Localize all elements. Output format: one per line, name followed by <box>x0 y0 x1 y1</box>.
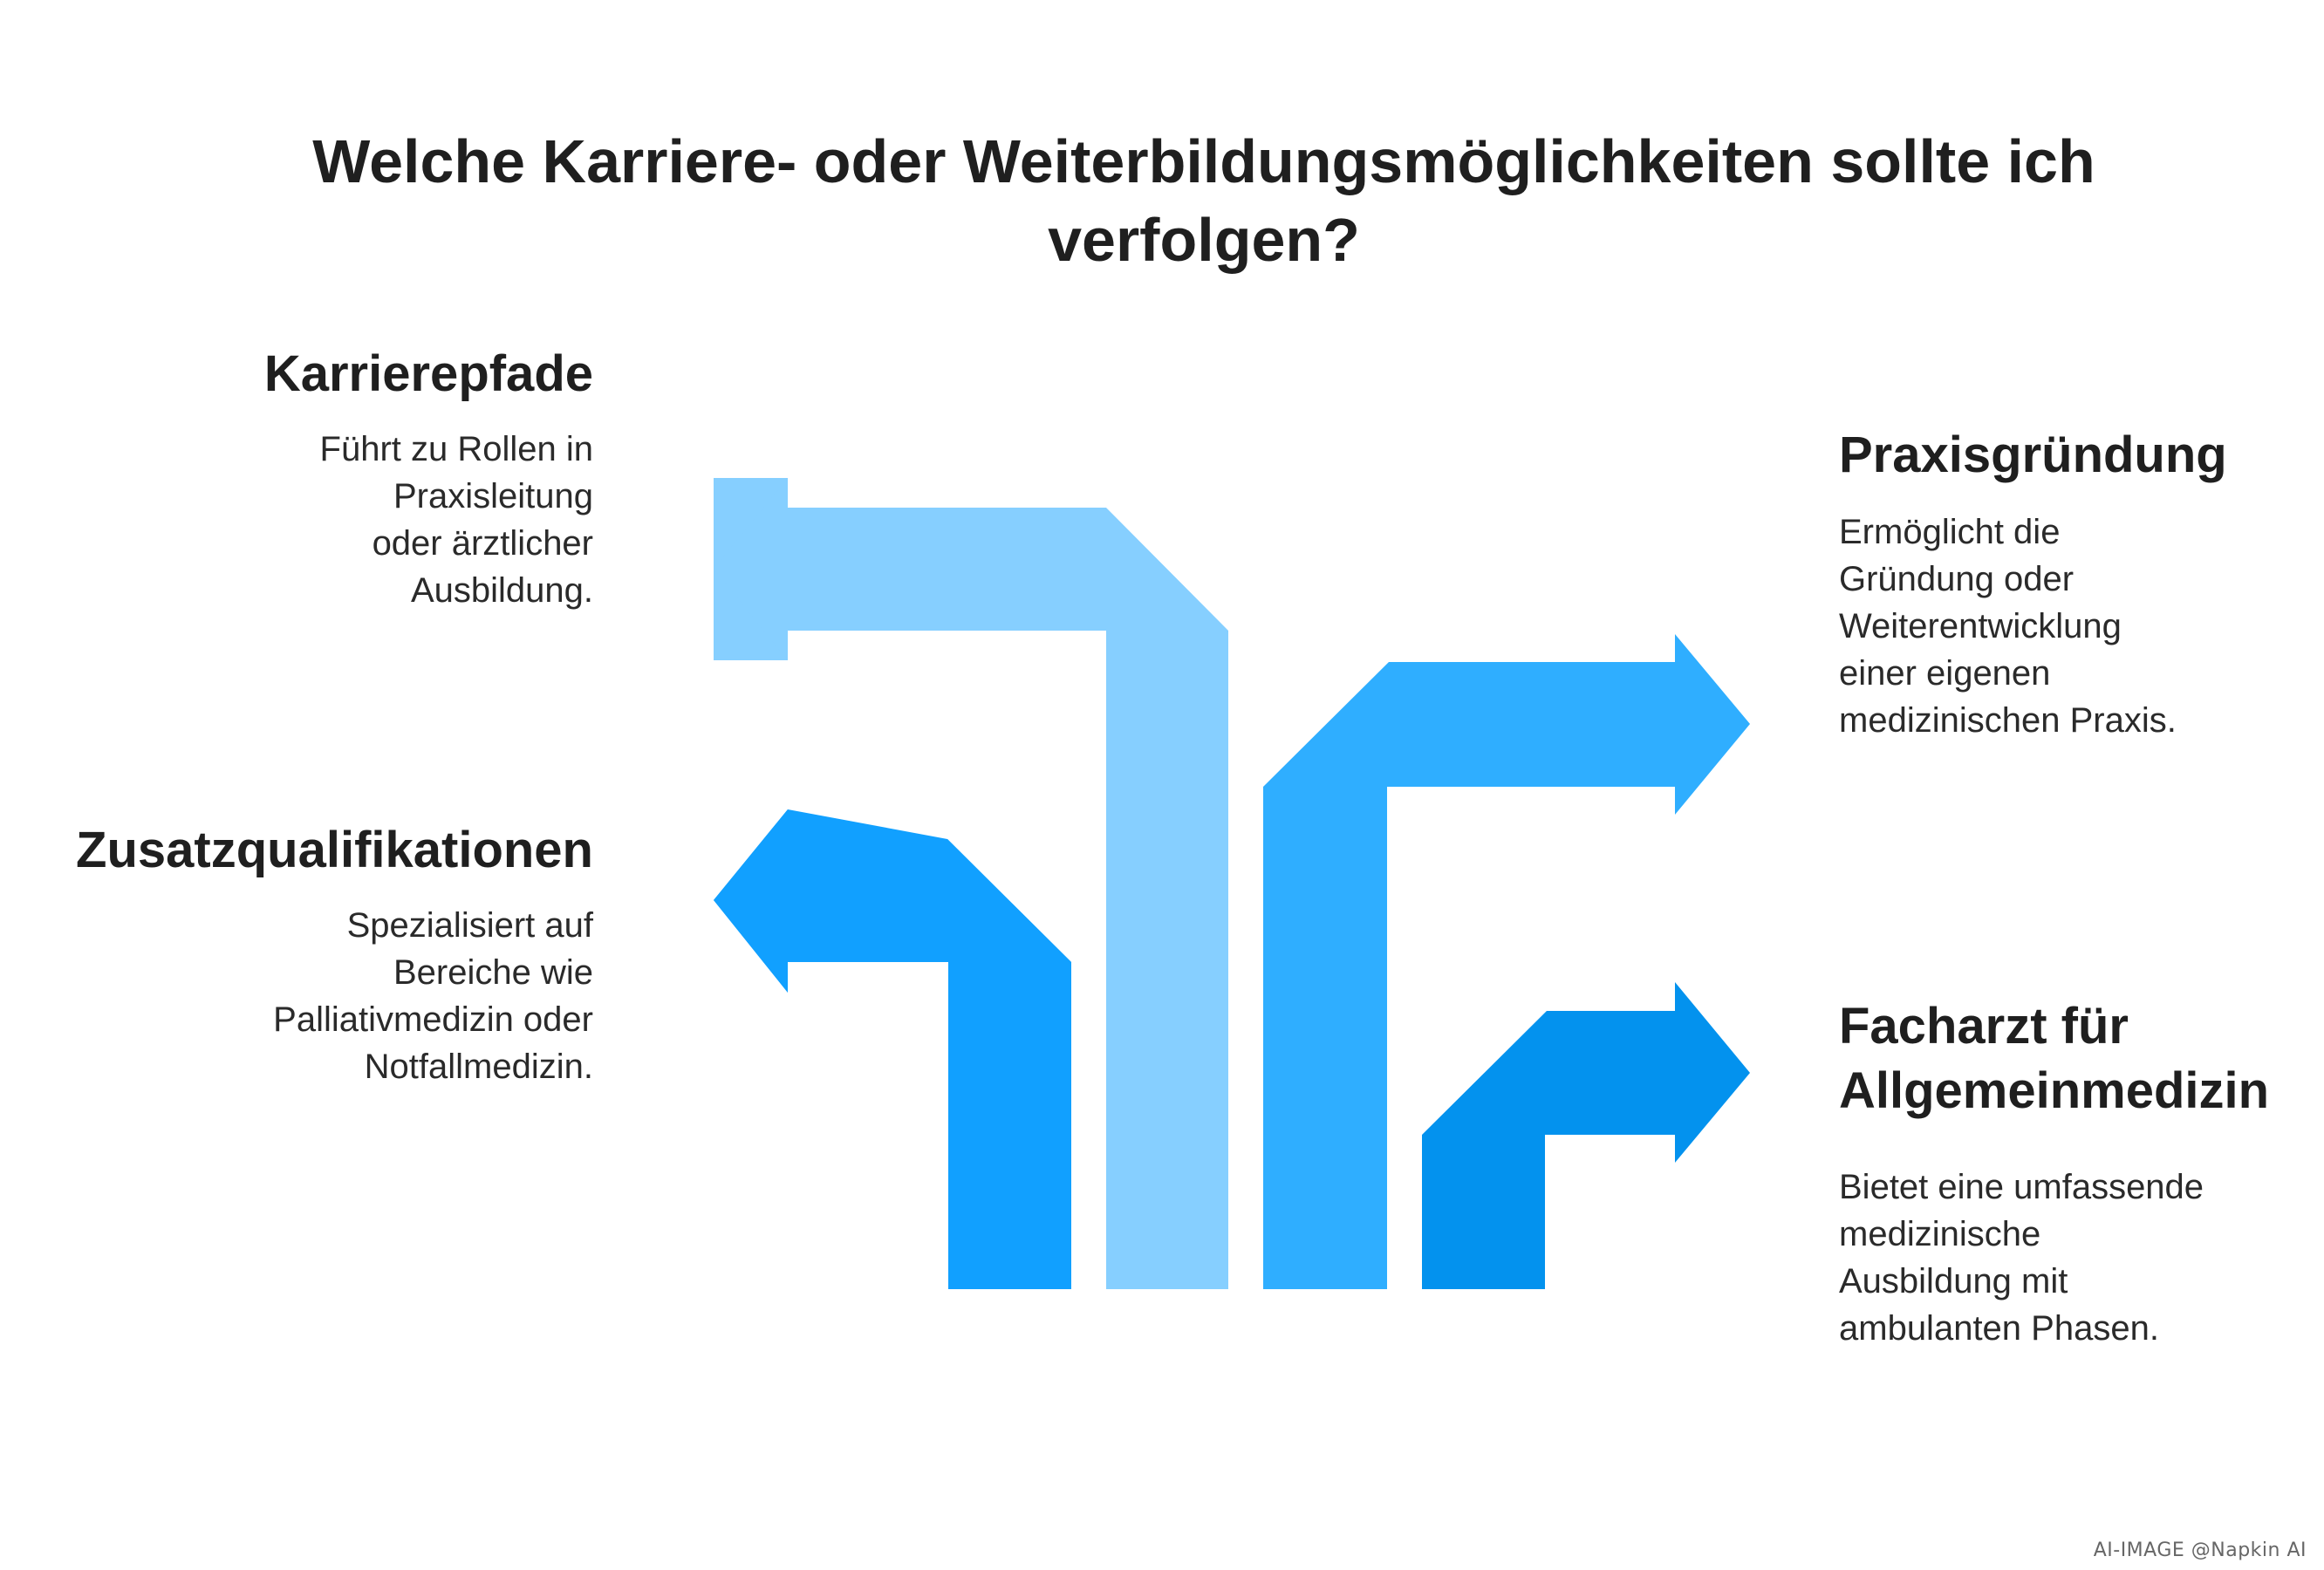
praxisgruendung-heading: Praxisgründung <box>1839 427 2227 483</box>
karrierepfade-arrow-stem <box>1106 631 1228 1289</box>
facharzt-arrow <box>1422 982 1750 1289</box>
zusatzqualifikationen-arrow <box>714 809 1071 1289</box>
zusatzqualifikationen-arrow-stem <box>948 962 1071 1289</box>
watermark: AI-IMAGE @Napkin AI <box>2093 1539 2307 1561</box>
zusatzqualifikationen-heading: Zusatzqualifikationen <box>76 822 593 878</box>
facharzt-label <box>1839 994 2324 1352</box>
praxisgruendung-description: Ermöglicht die Gründung oder Weiterentwicklung einer eigenen medizinischen Praxis. <box>1839 513 2177 740</box>
karrierepfade-description: Führt zu Rollen in Praxisleitung oder ärztlicher Ausbildung. <box>319 430 593 610</box>
karrierepfade-label <box>52 342 593 614</box>
facharzt-heading: Facharzt für Allgemeinmedizin <box>1839 998 2270 1119</box>
page-title: Welche Karriere- oder Weiterbildungsmöglichkeiten sollte ich verfolgen? <box>312 127 2095 274</box>
praxisgruendung-arrow-stem <box>1263 787 1387 1289</box>
facharzt-description: Bietet eine umfassende medizinische Ausbildung mit ambulanten Phasen. <box>1839 1168 2204 1348</box>
zusatzqualifikationen-description: Spezialisiert auf Bereiche wie Palliativmedizin oder Notfallmedizin. <box>273 906 593 1086</box>
praxisgruendung-label <box>1839 423 2324 744</box>
karrierepfade-heading: Karrierepfade <box>263 345 593 402</box>
facharzt-arrow-stem <box>1422 1135 1545 1289</box>
zusatzqualifikationen-label <box>52 818 593 1090</box>
